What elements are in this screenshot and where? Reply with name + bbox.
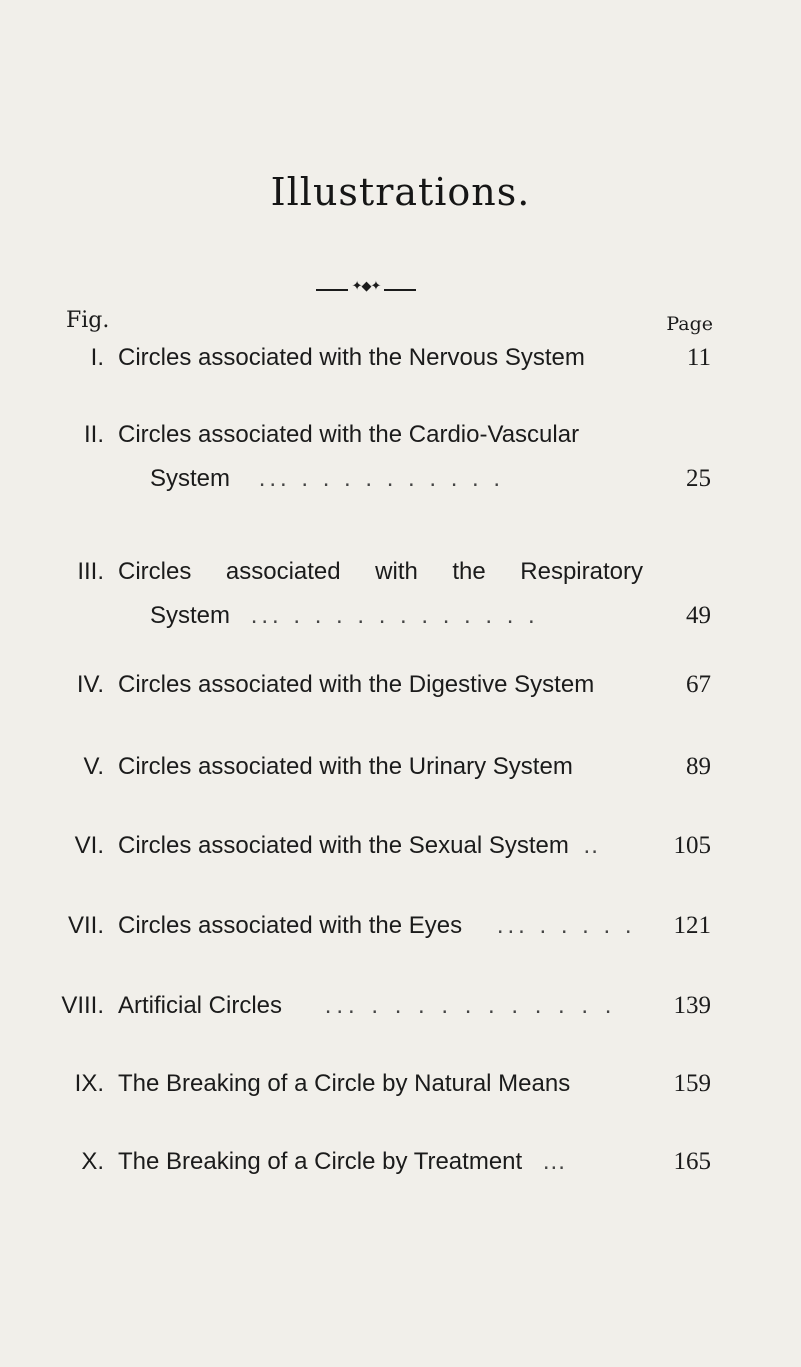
figure-numeral: IV. bbox=[76, 671, 104, 698]
page-number: 121 bbox=[673, 912, 711, 939]
entry-title: Circles associated with the Eyes bbox=[118, 912, 463, 939]
figure-numeral: I. bbox=[90, 344, 104, 371]
page-number: 89 bbox=[686, 753, 711, 780]
entry-line bbox=[118, 669, 711, 701]
entry-line bbox=[118, 342, 711, 374]
page-number: 67 bbox=[686, 671, 711, 698]
figure-numeral: VI. bbox=[74, 832, 104, 859]
figure-numeral: IX. bbox=[74, 1070, 104, 1097]
entry-title: Circles associated with the Cardio-Vascular bbox=[118, 421, 580, 448]
ornament-icon: ✦◆✦ bbox=[351, 279, 381, 294]
entry-title: Circles associated with the Urinary System bbox=[118, 753, 573, 780]
entry-line bbox=[118, 910, 711, 942]
dot-leader: ... . . . . . . . . . . . bbox=[324, 992, 617, 1019]
figure-numeral: III. bbox=[77, 558, 104, 585]
dot-leader: ... . . . . . . . . . . bbox=[258, 465, 505, 492]
entry-title-word: the bbox=[452, 558, 486, 585]
page-number: 139 bbox=[673, 992, 711, 1019]
entry-line bbox=[118, 556, 643, 588]
entry-title: Circles associated with the Digestive System bbox=[118, 671, 595, 698]
entry-title-word: associated bbox=[225, 558, 341, 585]
figure-numeral: V. bbox=[83, 753, 104, 780]
page-number: 105 bbox=[673, 832, 711, 859]
entry-title-word: with bbox=[375, 558, 418, 585]
figure-numeral: II. bbox=[83, 421, 104, 448]
figure-numeral: VIII. bbox=[61, 992, 104, 1019]
entry-title: Artificial Circles bbox=[118, 992, 283, 1019]
entry-line bbox=[118, 751, 711, 783]
dot-leader: ... . . . . . bbox=[496, 912, 636, 939]
figure-numeral: X. bbox=[81, 1148, 104, 1175]
fig-column-header: Fig. bbox=[66, 308, 110, 333]
entry-line bbox=[118, 419, 711, 451]
page-number: 159 bbox=[673, 1070, 711, 1097]
page-number: 11 bbox=[686, 344, 711, 371]
entry-line bbox=[118, 1068, 711, 1100]
entry-continuation-line bbox=[150, 600, 711, 632]
entry-title: The Breaking of a Circle by Natural Means bbox=[118, 1070, 571, 1097]
page-column-header: Page bbox=[666, 313, 713, 335]
ornament-divider bbox=[316, 279, 416, 298]
entry-title-continuation: System bbox=[150, 602, 231, 629]
entry-title-continuation: System bbox=[150, 465, 231, 492]
page-number: 165 bbox=[673, 1148, 711, 1175]
dot-leader: ... . . . . . . . . . . . . bbox=[250, 602, 539, 629]
entry-title-word: Circles bbox=[118, 558, 192, 585]
entry-title: Circles associated with the Sexual System bbox=[118, 832, 569, 859]
dot-leader: .. bbox=[583, 832, 599, 859]
entry-continuation-line bbox=[150, 463, 711, 495]
figure-numeral: VII. bbox=[67, 912, 104, 939]
page-number: 25 bbox=[686, 465, 711, 492]
entry-title: The Breaking of a Circle by Treatment bbox=[118, 1148, 523, 1175]
page-title: Illustrations. bbox=[270, 170, 531, 214]
entry-title: Circles associated with the Nervous System bbox=[118, 344, 585, 371]
entry-line bbox=[118, 990, 711, 1022]
entry-line bbox=[118, 830, 711, 862]
entry-title-word: Respiratory bbox=[520, 558, 643, 585]
entry-line bbox=[118, 1146, 711, 1178]
divider-line bbox=[384, 289, 416, 291]
dot-leader: ... bbox=[542, 1148, 566, 1175]
divider-line bbox=[316, 289, 348, 291]
page-number: 49 bbox=[686, 602, 711, 629]
